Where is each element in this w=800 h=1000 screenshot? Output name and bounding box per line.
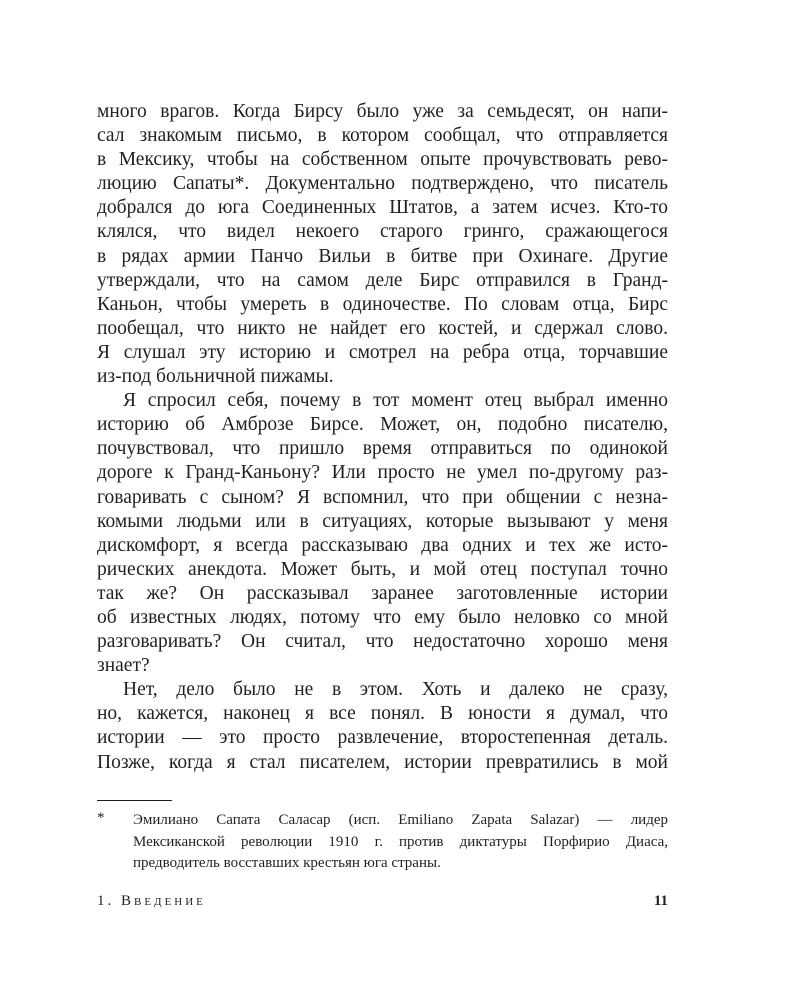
text-line: истории — это просто развлечение, второстепенная деталь. bbox=[97, 727, 668, 749]
text-line: утверждали, что на самом деле Бирс отправился в Гранд- bbox=[97, 269, 668, 291]
text-line: в рядах армии Панчо Вильи в битве при Охинаге. Другие bbox=[97, 245, 668, 267]
text-line: Нет, дело было не в этом. Хоть и далеко не сразу, bbox=[123, 679, 668, 701]
text-line: пообещал, что никто не найдет его костей, и сдержал слово. bbox=[97, 317, 668, 339]
text-line: Я спросил себя, почему в тот момент отец выбрал именно bbox=[123, 390, 668, 412]
footnote-line: Эмилиано Сапата Саласар (исп. Emiliano Zapata Salazar) — лидер bbox=[133, 812, 668, 828]
footnote bbox=[97, 810, 668, 875]
text-line: историю об Амброзе Бирсе. Может, он, подобно писателю, bbox=[97, 414, 668, 436]
text-line: рических анекдота. Может быть, и мой отец поступал точно bbox=[97, 558, 668, 580]
text-line: но, кажется, наконец я все понял. В юности я думал, что bbox=[97, 703, 668, 725]
footnote-marker: * bbox=[97, 810, 105, 826]
text-line: сал знакомым письмо, в котором сообщал, что отправляется bbox=[97, 125, 668, 147]
text-line: Каньон, чтобы умереть в одиночестве. По словам отца, Бирс bbox=[97, 293, 668, 315]
page-number: 11 bbox=[653, 893, 668, 909]
paragraph bbox=[97, 100, 668, 389]
text-line: люцию Сапаты*. Документально подтверждено, что писатель bbox=[97, 173, 668, 195]
text-line: комыми людьми или в ситуациях, которые вызывают у меня bbox=[97, 510, 668, 532]
body-text bbox=[97, 100, 668, 775]
text-line: добрался до юга Соединенных Штатов, а затем исчез. Кто-то bbox=[97, 197, 668, 219]
footnote-text bbox=[133, 810, 668, 875]
text-line: клялся, что видел некоего старого гринго, сражающегося bbox=[97, 221, 668, 243]
paragraph bbox=[97, 389, 668, 678]
footnote-line: предводитель восставших крестьян юга страны. bbox=[133, 855, 441, 871]
paragraph bbox=[97, 678, 668, 774]
text-line: дискомфорт, я всегда рассказываю два одних и тех же исто- bbox=[97, 534, 668, 556]
text-line: Я слушал эту историю и смотрел на ребра отца, торчавшие bbox=[97, 341, 668, 363]
text-line: почувствовал, что пришло время отправиться по одинокой bbox=[97, 438, 668, 460]
text-line: Позже, когда я стал писателем, истории превратились в мой bbox=[97, 751, 668, 773]
text-line: говаривать с сыном? Я вспомнил, что при общении с незна- bbox=[97, 486, 668, 508]
text-line: разговаривать? Он считал, что недостаточно хорошо меня bbox=[97, 631, 668, 653]
text-line: дороге к Гранд-Каньону? Или просто не умел по-другому раз- bbox=[97, 462, 668, 484]
footnote-divider bbox=[97, 800, 172, 801]
page-footer bbox=[97, 893, 668, 910]
running-footer-chapter: 1. Введение bbox=[97, 893, 206, 909]
text-line: в Мексику, чтобы на собственном опыте прочувствовать рево- bbox=[97, 149, 668, 171]
text-line: об известных людях, потому что ему было неловко со мной bbox=[97, 606, 668, 628]
text-line: знает? bbox=[97, 655, 150, 677]
text-line: из-под больничной пижамы. bbox=[97, 366, 334, 388]
footnote-line: Мексиканской революции 1910 г. против диктатуры Порфирио Диаса, bbox=[133, 833, 668, 850]
text-line: так же? Он рассказывал заранее заготовленные истории bbox=[97, 582, 668, 604]
text-line: много врагов. Когда Бирсу было уже за семьдесят, он напи- bbox=[97, 101, 668, 122]
